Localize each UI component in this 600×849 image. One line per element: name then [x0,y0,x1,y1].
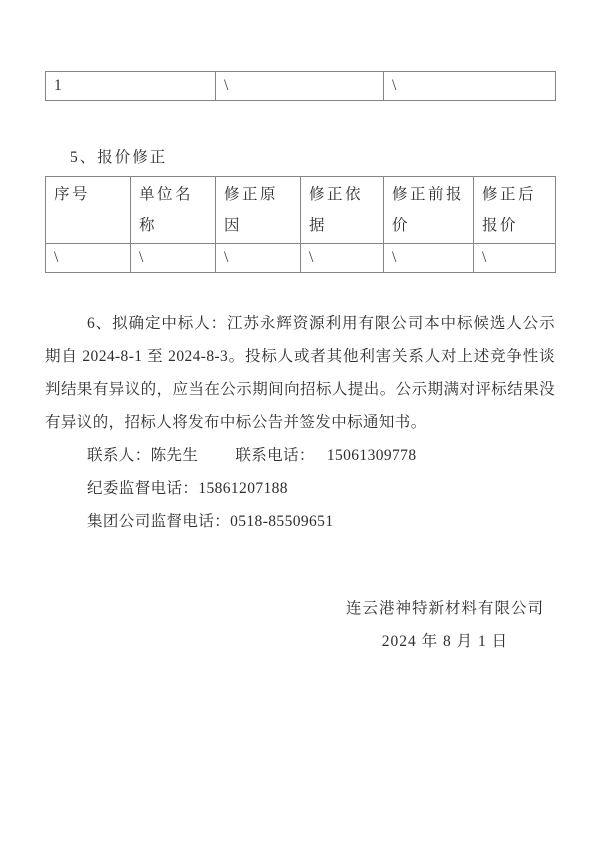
contact-person-label: 联系人： [87,447,151,464]
table-cell: \ [384,72,556,101]
table-cell: \ [46,244,131,273]
discipline-phone-label: 纪委监督电话： [87,480,199,497]
column-header: 修正后报价 [474,177,556,244]
column-header: 序号 [46,177,131,244]
continuation-table [45,71,556,101]
section6-paragraph: 6、拟确定中标人：江苏永辉资源利用有限公司本中标候选人公示期自 2024-8-1 至 2024-8-3。投标人或者其他利害关系人对上述竞争性谈判结果有异议的，应当在公示期间向招标人提出。公示期满对评标结果没有异议的，招标人将发布中标公告并签发中标通知书。 [45,315,555,431]
signature-date: 2024 年 8 月 1 日 [381,633,509,650]
signature-company: 连云港神特新材料有限公司 [345,600,544,617]
table-header-row [46,177,556,244]
contact-phone-number: 15061309778 [326,447,417,464]
section5-heading: 5、报价修正 [70,149,168,166]
table-cell: \ [301,244,384,273]
column-header: 修正依据 [301,177,384,244]
contact-person-line [45,439,555,472]
table-row [46,72,556,101]
table-row [46,244,556,273]
table-cell: \ [131,244,216,273]
signature-block [290,592,600,658]
table-cell: \ [216,72,384,101]
discipline-phone-number: 15861207188 [198,480,288,497]
group-phone-number: 0518-85509651 [230,513,334,530]
column-header: 修正前报价 [384,177,474,244]
table-cell: \ [474,244,556,273]
table-cell: \ [216,244,301,273]
table-cell: \ [384,244,474,273]
discipline-phone-line [45,472,555,505]
group-phone-line [45,505,555,538]
contact-person-name: 陈先生 [150,447,199,464]
group-phone-label: 集团公司监督电话： [87,513,231,530]
column-header: 单位名称 [131,177,216,244]
column-header: 修正原因 [216,177,301,244]
table-cell: 1 [46,72,216,101]
price-correction-table [45,176,556,273]
contact-phone-label: 联系电话： [235,447,315,464]
